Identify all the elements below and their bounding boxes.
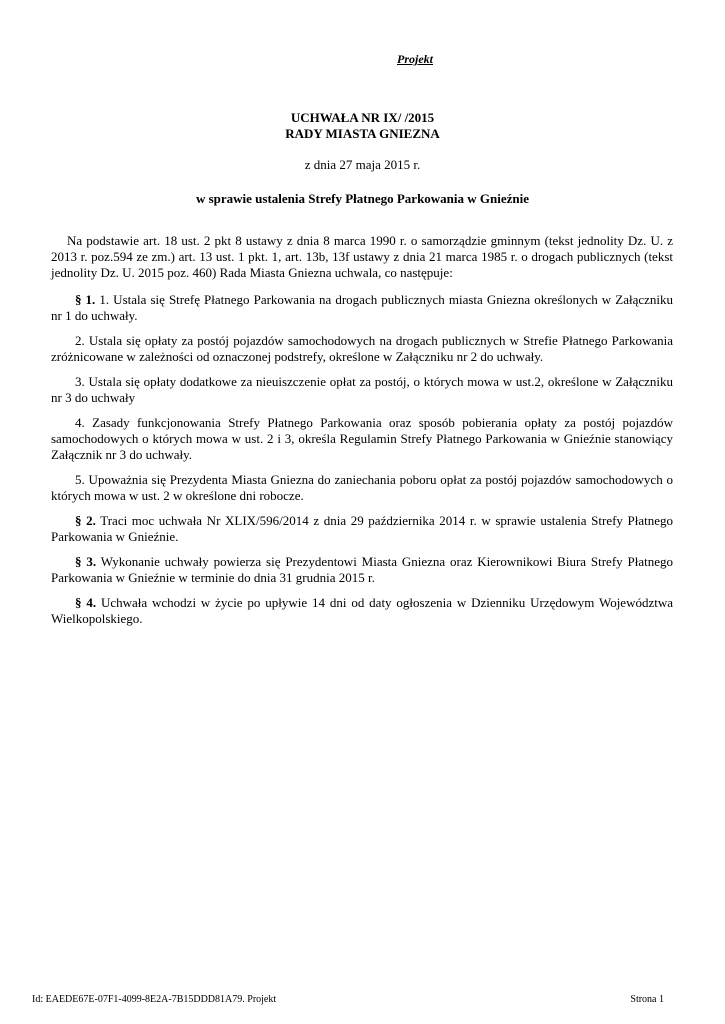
paragraph-text: Uchwała wchodzi w życie po upływie 14 dni od daty ogłoszenia w Dzienniku Urzędowym Województwa Wielkopolskiego. [51, 595, 674, 626]
paragraph-text: Wykonanie uchwały powierza się Prezydentowi Miasta Gniezna oraz Kierownikowi Biura Strefy Płatnego Parkowania w Gnieźnie w terminie do dnia 31 grudnia 2015 r. [51, 554, 673, 585]
paragraph-1-2 [51, 333, 673, 365]
section-number: § 4. [75, 595, 97, 610]
preamble: Na podstawie art. 18 ust. 2 pkt 8 ustawy z dnia 8 marca 1990 r. o samorządzie gminnym (tekst jednolity Dz. U. z 2013 r. poz.594 ze zm.) art. 13 ust. 1 pkt. 1, art. 13b, 13f ustawy z dnia 21 marca 1985 r. o drogach publicznych (tekst jednolity Dz. U. 2015 poz. 460) Rada Miasta Gniezna uchwala, co następuje: [51, 233, 673, 280]
document-body [51, 233, 673, 636]
paragraph-1-3 [51, 374, 673, 406]
title-line-2: RADY MIASTA GNIEZNA [285, 126, 440, 141]
paragraph-2 [51, 513, 673, 545]
paragraph-1-5 [51, 472, 673, 504]
paragraph-3 [51, 554, 673, 586]
project-label: Projekt [397, 52, 433, 66]
section-number: § 1. [75, 292, 96, 307]
title-line-1: UCHWAŁA NR IX/ /2015 [290, 110, 435, 125]
document-title [0, 110, 725, 142]
paragraph-text: 5. Upoważnia się Prezydenta Miasta Gniezna do zaniechania poboru opłat za postój pojazdów samochodowych o których mowa w ust. 2 w określone dni robocze. [51, 472, 673, 503]
paragraph-text: 1. Ustala się Strefę Płatnego Parkowania na drogach publicznych miasta Gniezna określonych w Załączniku nr 1 do uchwały. [51, 292, 674, 323]
paragraph-text: 4. Zasady funkcjonowania Strefy Płatnego Parkowania oraz sposób pobierania opłaty za postój pojazdów samochodowych o których mowa w ust. 2 i 3, określa Regulamin Strefy Płatnego Parkowania w Gnieźnie stanowiący Załącznik nr 3 do uchwały. [51, 415, 673, 462]
document-subject: w sprawie ustalenia Strefy Płatnego Parkowania w Gnieźnie [195, 191, 530, 206]
section-number: § 3. [75, 554, 97, 569]
section-number: § 2. [75, 513, 96, 528]
paragraph-4 [51, 595, 673, 627]
paragraph-1-4 [51, 415, 673, 463]
paragraph-1-1 [51, 292, 673, 324]
document-id: Id: EAEDE67E-07F1-4099-8E2A-7B15DDD81A79. Projekt [32, 994, 277, 1005]
paragraph-text: 3. Ustala się opłaty dodatkowe za nieuiszczenie opłat za postój, o których mowa w ust.2, określone w Załączniku nr 3 do uchwały [51, 374, 673, 405]
paragraph-text: 2. Ustala się opłaty za postój pojazdów samochodowych na drogach publicznych w Strefie Płatnego Parkowania zróżnicowane w zależności od oznaczonej podstrefy, określone w Załączniku nr 2 do uchwały. [51, 333, 673, 364]
page-footer [32, 994, 664, 1005]
paragraph-text: Traci moc uchwała Nr XLIX/596/2014 z dnia 29 października 2014 r. w sprawie ustalenia Strefy Płatnego Parkowania w Gnieźnie. [51, 513, 674, 544]
page-number: Strona 1 [630, 994, 664, 1005]
document-date: z dnia 27 maja 2015 r. [304, 157, 421, 172]
